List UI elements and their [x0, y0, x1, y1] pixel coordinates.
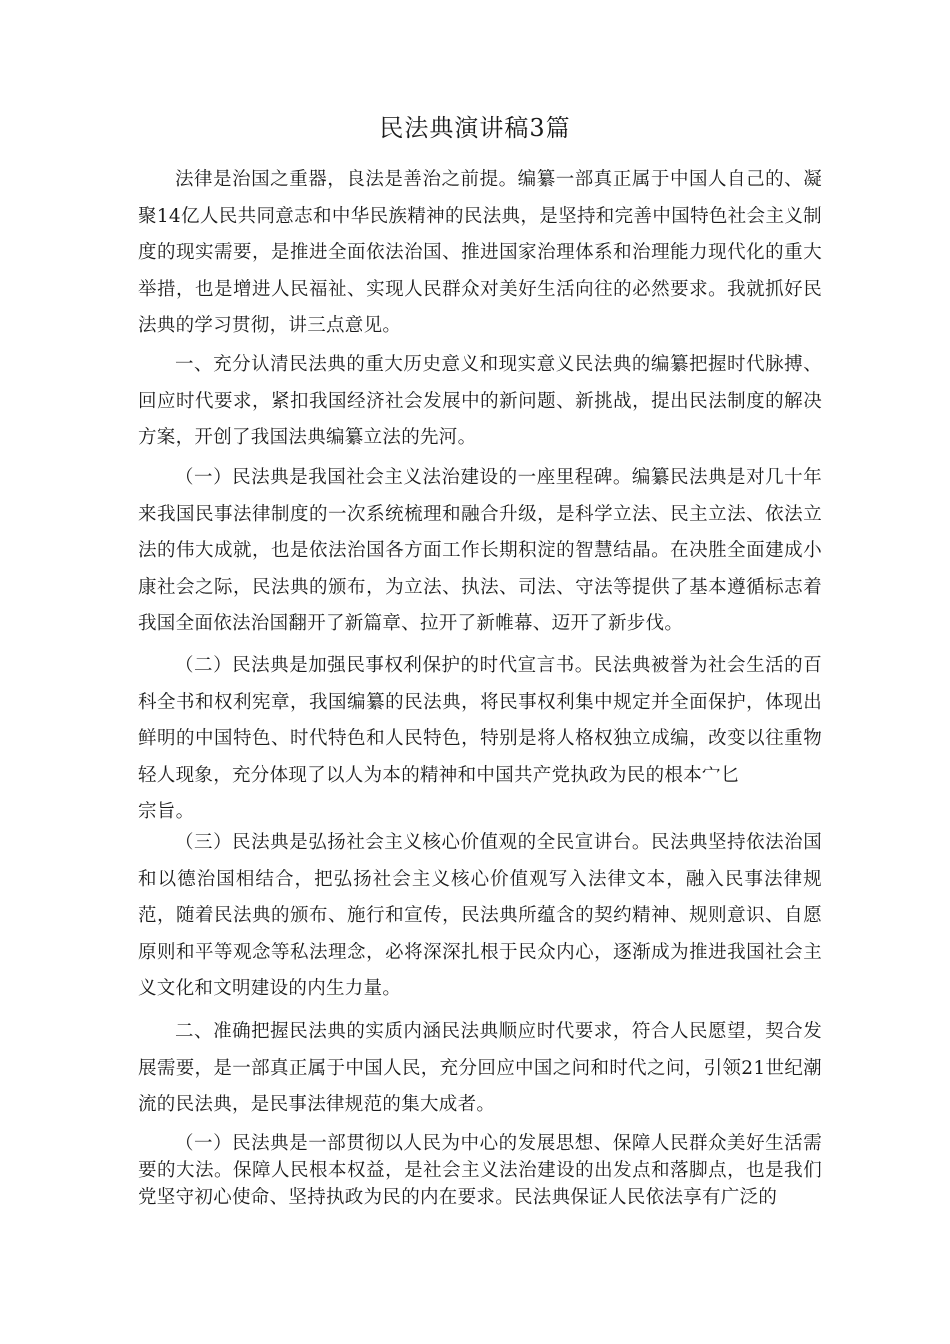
paragraph-section-1-1: （一）民法典是我国社会主义法治建设的一座里程碑。编纂民法典是对几十年来我国民事法律制度的一次系统梳理和融合升级，是科学立法、民主立法、依法立法的伟大成就，也是依法治国各方面工作长期积淀的智慧结晶。在决胜全面建成小康社会之际，民法典的颁布，为立法、执法、司法、守法等提供了基本遵循标志着我国全面依法治国翻开了新篇章、拉开了新帷幕、迈开了新步伐。 [138, 467, 822, 634]
paragraph-section-1: 一、充分认清民法典的重大历史意义和现实意义民法典的编纂把握时代脉搏、回应时代要求，紧扣我国经济社会发展中的新问题、新挑战，提出民法制度的解决方案，开创了我国法典编纂立法的先河。 [138, 354, 822, 448]
paragraph-section-1-2 [138, 648, 822, 831]
paragraph-section-2-1: （一）民法典是一部贯彻以人民为中心的发展思想、保障人民群众美好生活需要的大法。保障人民根本权益，是社会主义法治建设的出发点和落脚点，也是我们党坚守初心使命、坚持执政为民的内在要求。民法典保证人民依法享有广泛的 [138, 1133, 822, 1208]
paragraph-section-2: 二、准确把握民法典的实质内涵民法典顺应时代要求，符合人民愿望，契合发展需要，是一部真正属于中国人民，充分回应中国之问和时代之问，引领21世纪潮流的民法典，是民事法律规范的集大成者。 [138, 1021, 822, 1115]
paragraph-section-1-2-tail: 宗旨。 [138, 801, 195, 822]
paragraph-section-1-2-body: （二）民法典是加强民事权利保护的时代宣言书。民法典被誉为社会生活的百科全书和权利宪章，我国编纂的民法典，将民事权利集中规定并全面保护，体现出鲜明的中国特色、时代特色和人民特色，特别是将人格权独立成编，改变以往重物轻人现象，充分体现了以人为本的精神和中国共产党执政为民的根本宀匕 [138, 655, 822, 786]
document-title: 民法典演讲稿3篇 [379, 114, 571, 142]
paragraph-intro: 法律是治国之重器，良法是善治之前提。编纂一部真正属于中国人自己的、凝聚14亿人民共同意志和中华民族精神的民法典，是坚持和完善中国特色社会主义制度的现实需要，是推进全面依法治国、推进国家治理体系和治理能力现代化的重大举措，也是增进人民福祉、实现人民群众对美好生活向往的必然要求。我就抓好民法典的学习贯彻，讲三点意见。 [138, 169, 822, 336]
paragraph-section-1-3: （三）民法典是弘扬社会主义核心价值观的全民宣讲台。民法典坚持依法治国和以德治国相结合，把弘扬社会主义核心价值观写入法律文本，融入民事法律规范，随着民法典的颁布、施行和宣传，民法典所蕴含的契约精神、规则意识、自愿原则和平等观念等私法理念，必将深深扎根于民众内心，逐渐成为推进我国社会主义文化和文明建设的内生力量。 [138, 832, 822, 999]
